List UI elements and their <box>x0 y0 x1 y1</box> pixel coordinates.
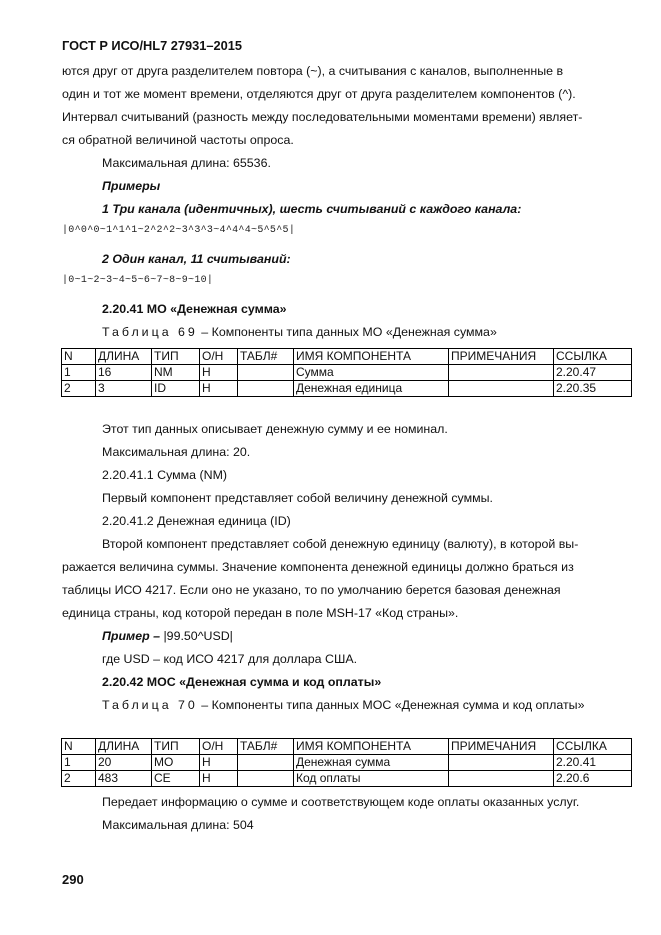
table-caption-text: – Компоненты типа данных МО «Денежная сумма» <box>201 325 497 339</box>
table-header-cell: N <box>62 739 96 755</box>
table-cell: 2 <box>62 771 96 787</box>
table-header-cell: ТИП <box>152 349 200 365</box>
paragraph-line: один и тот же момент времени, отделяются друг от друга разделителем компонентов (^). <box>62 87 576 101</box>
max-length: Максимальная длина: 65536. <box>102 156 271 170</box>
table-cell: СЕ <box>152 771 200 787</box>
table-cell <box>449 771 554 787</box>
table-header-cell: ТАБЛ# <box>238 739 294 755</box>
table-header-cell: ТАБЛ# <box>238 349 294 365</box>
examples-heading: Примеры <box>102 179 161 193</box>
max-length: Максимальная длина: 504 <box>102 818 254 832</box>
table-cell: 2.20.47 <box>554 365 632 381</box>
table-mo <box>61 348 632 397</box>
table-caption-69 <box>102 321 497 344</box>
table-row <box>62 755 632 771</box>
table-cell: 2.20.41 <box>554 755 632 771</box>
table-cell: 3 <box>96 381 152 397</box>
table-cell: 1 <box>62 755 96 771</box>
paragraph-line: Второй компонент представляет собой денежную единицу (валюту), в которой вы- <box>102 537 579 551</box>
paragraph-line: таблицы ИСО 4217. Если оно не указано, то по умолчанию берется базовая денежная <box>62 583 561 597</box>
paragraph-line: Интервал считываний (разность между последовательными моментами времени) являет- <box>62 110 583 124</box>
table-cell: 20 <box>96 755 152 771</box>
table-cell: 2.20.6 <box>554 771 632 787</box>
table-header-cell: ДЛИНА <box>96 349 152 365</box>
example-label: Пример – <box>102 629 161 643</box>
table-cell <box>449 381 554 397</box>
table-row <box>62 771 632 787</box>
table-cell: Сумма <box>294 365 449 381</box>
table-cell: NM <box>152 365 200 381</box>
table-cell: 2 <box>62 381 96 397</box>
table-cell: 2.20.35 <box>554 381 632 397</box>
page-number: 290 <box>62 872 84 887</box>
section-heading-moc: 2.20.42 МОС «Денежная сумма и код оплаты» <box>102 675 382 689</box>
paragraph-line: единица страны, код которой передан в поле MSH-17 «Код страны». <box>62 606 459 620</box>
paragraph-line: ся обратной величиной частоты опроса. <box>62 133 294 147</box>
paragraph-line: Этот тип данных описывает денежную сумму и ее номинал. <box>102 422 448 436</box>
table-cell: 483 <box>96 771 152 787</box>
table-cell <box>449 365 554 381</box>
table-caption-70 <box>102 694 584 717</box>
paragraph-line: Передает информацию о сумме и соответствующем коде оплаты оказанных услуг. <box>102 795 580 809</box>
table-cell <box>238 771 294 787</box>
table-header-cell: N <box>62 349 96 365</box>
table-header-cell: О/Н <box>200 349 238 365</box>
table-caption-text: – Компоненты типа данных МОС «Денежная сумма и код оплаты» <box>201 698 585 712</box>
table-cell <box>238 755 294 771</box>
table-cell: МО <box>152 755 200 771</box>
table-row <box>62 365 632 381</box>
table-header-cell: ПРИМЕЧАНИЯ <box>449 739 554 755</box>
table-header-cell: ИМЯ КОМПОНЕНТА <box>294 349 449 365</box>
table-row <box>62 381 632 397</box>
table-header-cell: О/Н <box>200 739 238 755</box>
table-cell: 1 <box>62 365 96 381</box>
paragraph-line: Первый компонент представляет собой величину денежной суммы. <box>102 491 493 505</box>
table-cell: 16 <box>96 365 152 381</box>
table-header-cell: ДЛИНА <box>96 739 152 755</box>
table-header-row <box>62 739 632 755</box>
example-value: |99.50^USD| <box>163 629 233 643</box>
example-1-title: 1 Три канала (идентичных), шесть считываний с каждого канала: <box>102 202 522 216</box>
example-2-title: 2 Один канал, 11 считываний: <box>102 252 291 266</box>
table-cell: Н <box>200 771 238 787</box>
subsection-heading: 2.20.41.1 Сумма (NM) <box>102 468 228 482</box>
paragraph-line: где USD – код ИСО 4217 для доллара США. <box>102 652 358 666</box>
table-cell <box>238 365 294 381</box>
table-header-cell: ССЫЛКА <box>554 739 632 755</box>
table-cell: Денежная сумма <box>294 755 449 771</box>
table-moc <box>61 738 632 787</box>
table-header-cell: ПРИМЕЧАНИЯ <box>449 349 554 365</box>
table-cell <box>449 755 554 771</box>
max-length: Максимальная длина: 20. <box>102 445 251 459</box>
example-line <box>102 625 233 648</box>
example-2-code: |0~1~2~3~4~5~6~7~8~9~10| <box>62 275 214 286</box>
table-header-cell: ИМЯ КОМПОНЕНТА <box>294 739 449 755</box>
table-cell: Н <box>200 381 238 397</box>
table-cell: Денежная единица <box>294 381 449 397</box>
table-header-cell: ССЫЛКА <box>554 349 632 365</box>
paragraph-line: ражается величина суммы. Значение компонента денежной единицы должно браться из <box>62 560 574 574</box>
subsection-heading: 2.20.41.2 Денежная единица (ID) <box>102 514 291 528</box>
table-cell: Код оплаты <box>294 771 449 787</box>
table-cell: Н <box>200 755 238 771</box>
document-header: ГОСТ Р ИСО/HL7 27931–2015 <box>62 38 242 53</box>
example-1-code: |0^0^0~1^1^1~2^2^2~3^3^3~4^4^4~5^5^5| <box>62 225 296 236</box>
table-header-cell: ТИП <box>152 739 200 755</box>
table-cell <box>238 381 294 397</box>
table-cell: Н <box>200 365 238 381</box>
table-cell: ID <box>152 381 200 397</box>
paragraph-line: ются друг от друга разделителем повтора (~), а считывания с каналов, выполненные в <box>62 64 564 78</box>
table-header-row <box>62 349 632 365</box>
table-caption-label: Таблица 69 <box>102 325 198 339</box>
table-caption-label: Таблица 70 <box>102 698 198 712</box>
section-heading-mo: 2.20.41 МО «Денежная сумма» <box>102 302 287 316</box>
